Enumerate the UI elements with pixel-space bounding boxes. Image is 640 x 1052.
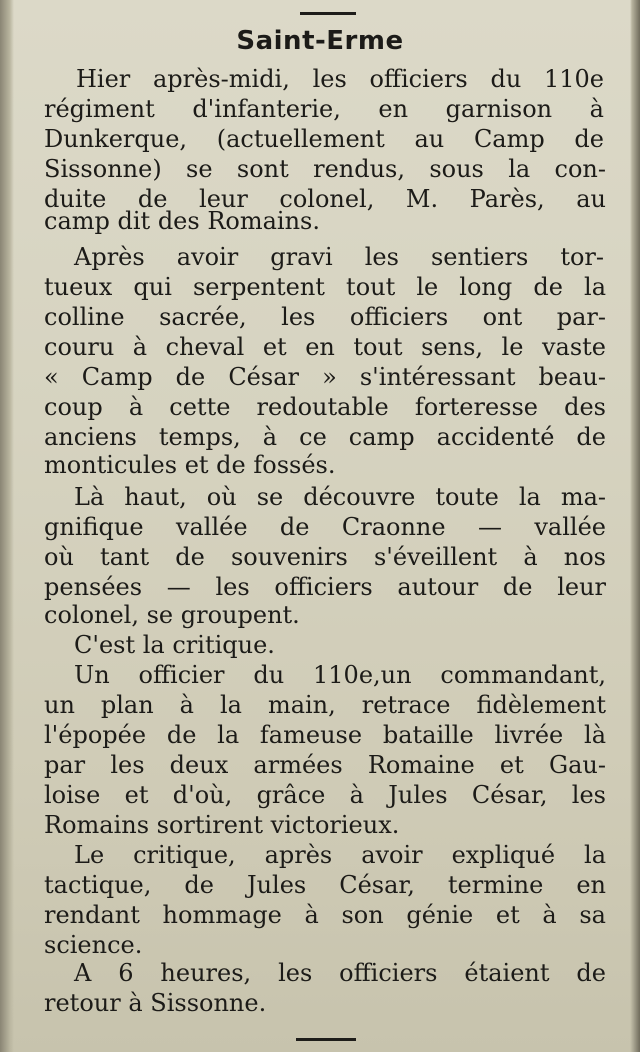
article-line: régiment d'infanterie, en garnison à (44, 95, 604, 123)
article-line: un plan à la main, retrace fidèlement (44, 691, 606, 719)
article-line: C'est la critique. (74, 631, 275, 659)
top-rule (300, 12, 356, 15)
article-line: anciens temps, à ce camp accidenté de (44, 423, 606, 451)
article-line: loise et d'où, grâce à Jules César, les (44, 781, 606, 809)
article-line: gnifique vallée de Craonne — vallée (44, 513, 606, 541)
article-line: Là haut, où se découvre toute la ma- (74, 483, 606, 511)
article-line: par les deux armées Romaine et Gau- (44, 751, 606, 779)
article-line: tueux qui serpentent tout le long de la (44, 273, 606, 301)
article-line: Le critique, après avoir expliqué la (74, 841, 606, 869)
article-line: coup à cette redoutable forteresse des (44, 393, 606, 421)
paper-left-edge (0, 0, 14, 1052)
article-line: Hier après-midi, les officiers du 110e (76, 65, 604, 93)
article-line: A 6 heures, les officiers étaient de (74, 959, 606, 987)
article-line: rendant hommage à son génie et à sa (44, 901, 606, 929)
article-line: science. (44, 931, 143, 959)
article-line: Un officier du 110e,un commandant, (74, 661, 606, 689)
article-line: tactique, de Jules César, termine en (44, 871, 606, 899)
article-line: Sissonne) se sont rendus, sous la con- (44, 155, 606, 183)
paper-right-edge (630, 0, 640, 1052)
article-line: colonel, se groupent. (44, 601, 300, 629)
article-line: Romains sortirent victorieux. (44, 811, 400, 839)
article-line: pensées — les officiers autour de leur (44, 573, 606, 601)
article-line: couru à cheval et en tout sens, le vaste (44, 333, 606, 361)
article-line: l'épopée de la fameuse bataille livrée là (44, 721, 606, 749)
article-line: camp dit des Romains. (44, 207, 320, 235)
bottom-rule (296, 1038, 356, 1041)
article-line: retour à Sissonne. (44, 989, 267, 1017)
article-line: duite de leur colonel, M. Parès, au (44, 185, 606, 213)
article-line: Après avoir gravi les sentiers tor- (74, 243, 604, 271)
article-line: colline sacrée, les officiers ont par- (44, 303, 606, 331)
article-line: monticules et de fossés. (44, 451, 336, 479)
article-line: « Camp de César » s'intéressant beau- (44, 363, 606, 391)
article-title: Saint-Erme (236, 26, 404, 56)
article-line: où tant de souvenirs s'éveillent à nos (44, 543, 606, 571)
article-line: Dunkerque, (actuellement au Camp de (44, 125, 604, 153)
